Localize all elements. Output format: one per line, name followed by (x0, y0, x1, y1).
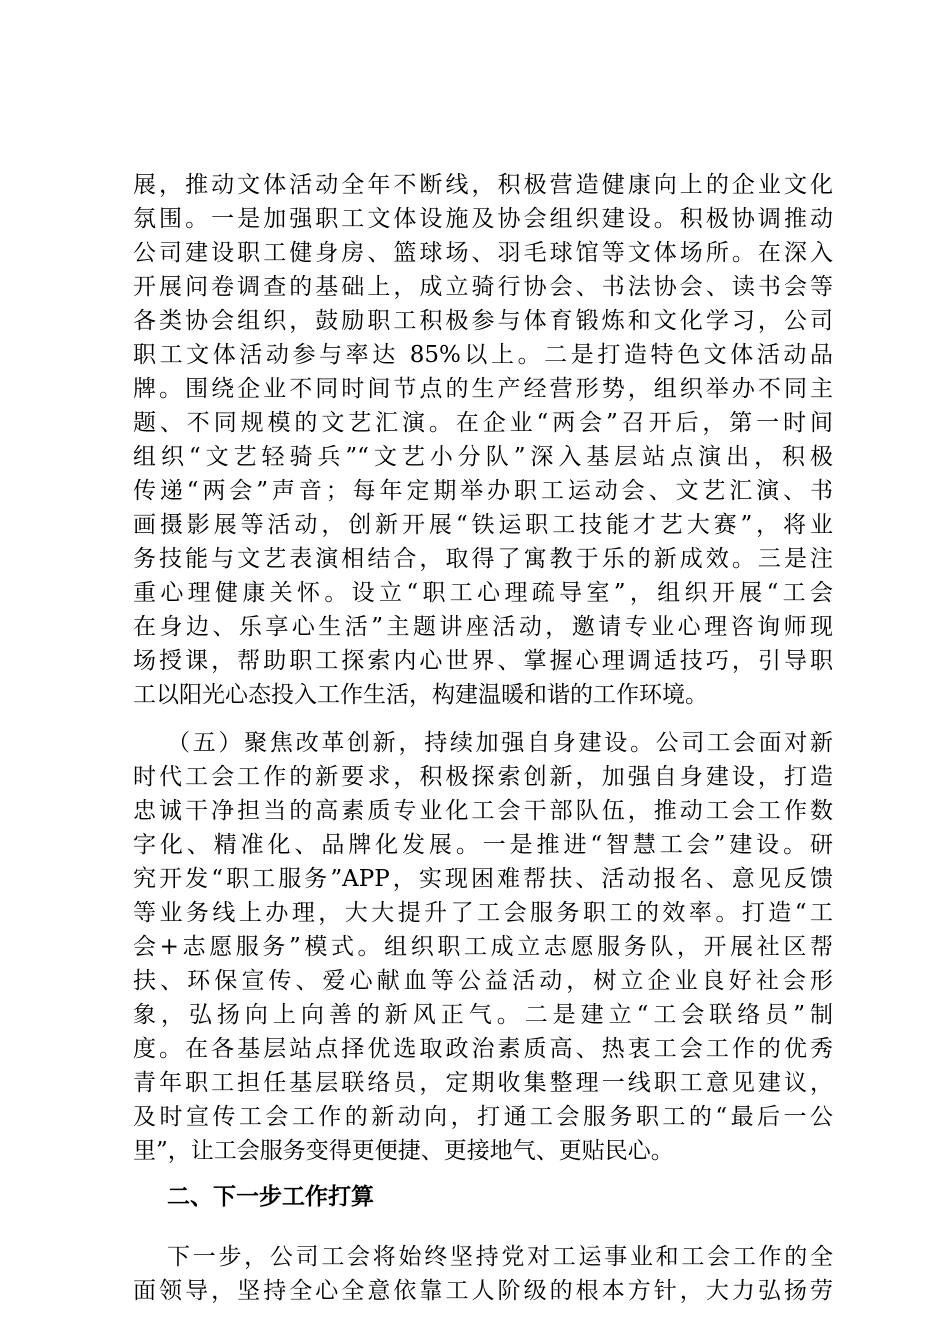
paragraph2-line-3: 忠诚干净担当的高素质专业化工会干部队伍，推动工会工作数 (133, 798, 833, 824)
paragraph3-line-2: 面领导，坚持全心全意依靠工人阶级的根本方针，大力弘扬劳 (133, 1278, 833, 1304)
paragraph1-line-2: 氛围。一是加强职工文体设施及协会组织建设。积极协调推动 (133, 206, 833, 232)
paragraph1-line-1: 展，推动文体活动全年不断线，积极营造健康向上的企业文化 (133, 172, 833, 198)
paragraph2-line-10: 度。在各基层站点择优选取政治素质高、热衷工会工作的优秀 (133, 1036, 833, 1062)
paragraph1-line-5: 各类协会组织，鼓励职工积极参与体育锻炼和文化学习，公司 (133, 308, 833, 334)
paragraph1-line-12: 务技能与文艺表演相结合，取得了寓教于乐的新成效。三是注 (133, 546, 833, 572)
paragraph2-line-9: 象，弘扬向上向善的新风正气。二是建立“工会联络员”制 (133, 1002, 833, 1028)
paragraph2-line-11: 青年职工担任基层联络员，定期收集整理一线职工意见建议， (133, 1070, 833, 1096)
paragraph2-line-1: （五）聚焦改革创新，持续加强自身建设。公司工会面对新 (167, 730, 833, 756)
paragraph1-line-6: 职工文体活动参与率达 85%以上。二是打造特色文体活动品 (133, 342, 833, 368)
paragraph1-line-16: 工以阳光心态投入工作生活，构建温暖和谐的工作环境。 (133, 682, 708, 708)
paragraph2-line-2: 时代工会工作的新要求，积极探索创新，加强自身建设，打造 (133, 764, 833, 790)
paragraph3-line-1: 下一步，公司工会将始终坚持党对工运事业和工会工作的全 (167, 1244, 833, 1270)
paragraph1-line-7: 牌。围绕企业不同时间节点的生产经营形势，组织举办不同主 (133, 376, 833, 402)
paragraph1-line-15: 场授课，帮助职工探索内心世界、掌握心理调适技巧，引导职 (133, 648, 833, 674)
paragraph1-line-13: 重心理健康关怀。设立“职工心理疏导室”，组织开展“工会 (133, 580, 833, 606)
paragraph2-line-12: 及时宣传工会工作的新动向，打通工会服务职工的“最后一公 (133, 1104, 833, 1130)
paragraph2-line-7: 会+志愿服务”模式。组织职工成立志愿服务队，开展社区帮 (133, 934, 833, 960)
paragraph1-line-11: 画摄影展等活动，创新开展“铁运职工技能才艺大赛”，将业 (133, 512, 833, 538)
paragraph2-line-6: 等业务线上办理，大大提升了工会服务职工的效率。打造“工 (133, 900, 833, 926)
paragraph1-line-14: 在身边、乐享心生活”主题讲座活动，邀请专业心理咨询师现 (133, 614, 833, 640)
paragraph1-line-8: 题、不同规模的文艺汇演。在企业“两会”召开后，第一时间 (133, 410, 833, 436)
paragraph2-line-8: 扶、环保宣传、爱心献血等公益活动，树立企业良好社会形 (133, 968, 833, 994)
paragraph1-line-3: 公司建设职工健身房、篮球场、羽毛球馆等文体场所。在深入 (133, 240, 833, 266)
paragraph1-line-4: 开展问卷调查的基础上，成立骑行协会、书法协会、读书会等 (133, 274, 833, 300)
paragraph2-line-13: 里”，让工会服务变得更便捷、更接地气、更贴民心。 (133, 1138, 674, 1164)
paragraph1-line-9: 组织“文艺轻骑兵”“文艺小分队”深入基层站点演出，积极 (133, 444, 833, 470)
section-heading: 二、下一步工作打算 (167, 1184, 374, 1210)
paragraph1-line-10: 传递“两会”声音；每年定期举办职工运动会、文艺汇演、书 (133, 478, 833, 504)
paragraph2-line-5: 究开发“职工服务”APP，实现困难帮扶、活动报名、意见反馈 (133, 866, 833, 892)
paragraph2-line-4: 字化、精准化、品牌化发展。一是推进“智慧工会”建设。研 (133, 832, 833, 858)
